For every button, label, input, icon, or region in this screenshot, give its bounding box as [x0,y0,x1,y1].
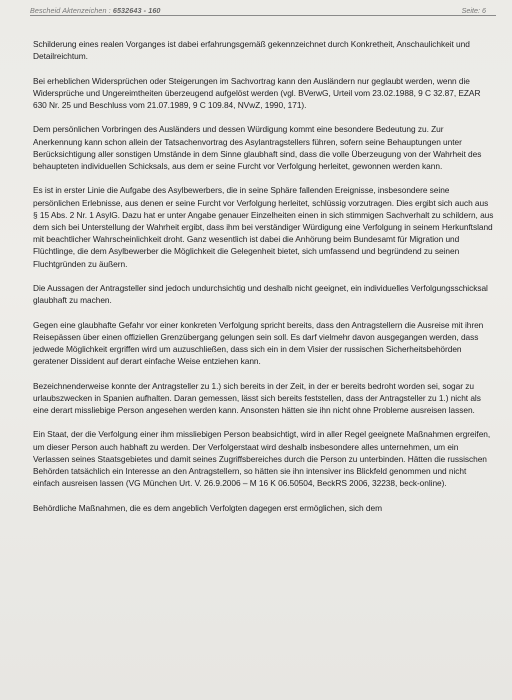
page-number-value: 6 [482,6,486,15]
paragraph-7: Bezeichnenderweise konnte der Antragsteller zu 1.) sich bereits in der Zeit, in der er bereits bedroht worden sei, sogar zu urlaubszwecken in Spanien aufhalten. Daran gemessen, lässt sich bereits feststellen, dass der Antragsteller zu 1.) nicht als eine derart missliebige Person angesehen werden kann. Ansonsten hätten sie ihn nicht ohne Probleme ausreisen lassen. [33,380,481,415]
file-reference [30,6,161,15]
paragraph-1: Schilderung eines realen Vorganges ist dabei erfahrungsgemäß gekennzeichnet durch Konkretheit, Anschaulichkeit und Detailreichtum. [33,39,470,62]
document-body [33,38,494,526]
page-number-label: Seite: [461,6,480,15]
paragraph-3: Dem persönlichen Vorbringen des Ausländers und dessen Würdigung kommt eine besondere Bedeutung zu. Zur Anerkennung kann schon allein der Tatsachenvortrag des Asylantragstellers führen, sofern seine Behauptungen unter Berücksichtigung aller sonstigen Umstände in dem Sinne glaubhaft sind, dass die volle Überzeugung von der Wahrheit des behaupteten individuellen Schicksals, aus dem er seine Furcht vor Verfolgung herleitet, gewonnen werden kann. [33,124,482,171]
file-reference-label: Bescheid Aktenzeichen : [30,6,111,15]
paragraph-2: Bei erheblichen Widersprüchen oder Steigerungen im Sachvortrag kann den Ausländern nur geglaubt werden, wenn die Widersprüche und Ungereimtheiten überzeugend aufgelöst werden (vgl. BVerwG, Urteil vom 23.02.1988, 9 C 32.87, EZAR 630 Nr. 25 und Beschluss vom 21.07.1989, 9 C 109.84, NVwZ, 1990, 171). [33,75,481,110]
file-reference-number: 6532643 - 160 [112,6,161,15]
page-number [462,6,486,15]
paragraph-8: Ein Staat, der die Verfolgung einer ihm missliebigen Person beabsichtigt, wird in aller Regel geeignete Maßnahmen ergreifen, um dieser Person auch habhaft zu werden. Der Verfolgerstaat wird deshalb insbesondere alles unternehmen, um ein Verlassen seines Staatsgebietes und damit seines Zugriffsbereiches durch die Person zu unterbinden. Hätten die russischen Behörden tatsächlich ein Interesse an den Antragstellern, so hätten sie ihn intensiver ins Blickfeld genommen und nicht einfach ausreisen lassen (VG München Urt. V. 26.9.2006 – M 16 K 06.50504, BeckRS 2006, 32238, beck-online). [33,429,491,489]
paragraph-9: Behördliche Maßnahmen, die es dem angeblich Verfolgten dagegen erst ermöglichen, sich dem [33,502,382,513]
paragraph-4: Es ist in erster Linie die Aufgabe des Asylbewerbers, die in seine Sphäre fallenden Ereignisse, insbesondere seine persönlichen Erlebnisse, aus denen er seine Furcht vor Verfolgung herleitet, schlüssig vorzutragen. Dies ergibt sich auch aus § 15 Abs. 2 Nr. 1 AsylG. Dazu hat er unter Angabe genauer Einzelheiten einen in sich stimmigen Sachverhalt zu schildern, aus dem sich bei Unterstellung der Wahrheit ergibt, dass ihm bei verständiger Würdigung eine Verfolgung in seinem Herkunftsland mit beachtlicher Wahrscheinlichkeit droht. Ganz wesentlich ist dabei die Anhörung beim Bundesamt für Migration und Flüchtlinge, die dem Asylbewerber die Möglichkeit die Gelegenheit bietet, sich umfassend und begründend zu seinen Fluchtgründen zu äußern. [33,185,494,269]
paragraph-5: Die Aussagen der Antragsteller sind jedoch undurchsichtig und deshalb nicht geeignet, ein individuelles Verfolgungsschicksal glaubhaft zu machen. [33,283,488,306]
paragraph-6: Gegen eine glaubhafte Gefahr vor einer konkreten Verfolgung spricht bereits, dass den Antragstellern die Ausreise mit ihren Reisepässen über einen offiziellen Grenzübergang gelungen sein soll. Es darf vielmehr davon ausgegangen werden, dass jedwede Möglichkeit ergriffen wird um auzuschließen, dass sich ein in dem Visier der russischen Sicherheitsbehörden geratener Dissident auf derart einfache Weise entziehen kann. [33,319,484,367]
page-header [30,3,496,16]
